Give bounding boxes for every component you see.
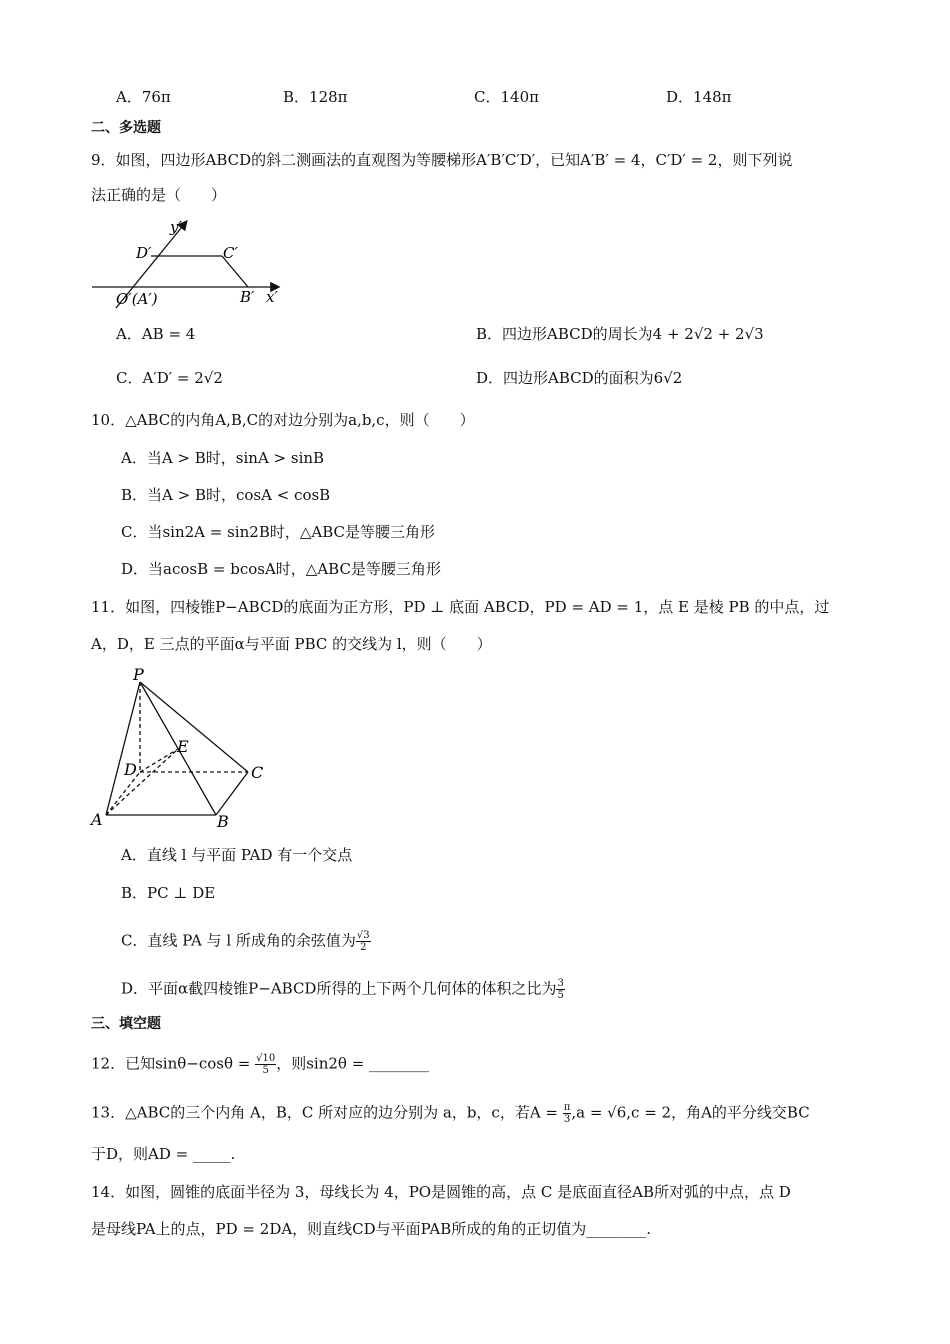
q12-pre: 12．已知sinθ−cosθ = — [91, 1054, 256, 1073]
q9-option-d: D．四边形ABCD的面积为6√2 — [476, 369, 683, 387]
q8-option-d: D．148π — [666, 88, 732, 106]
label-c: C′ — [223, 244, 238, 262]
q11-stem-line1: 11．如图，四棱锥P−ABCD的底面为正方形，PD ⊥ 底面 ABCD，PD = AD = 1，点 E 是棱 PB 的中点，过 — [91, 598, 830, 616]
label-a: A — [91, 810, 103, 829]
q13-stem-line2: 于D，则AD = _____. — [91, 1145, 236, 1163]
label-d: D′ — [136, 244, 152, 262]
q11-option-d-text: D．平面α截四棱锥P−ABCD所得的上下两个几何体的体积之比为 — [121, 979, 557, 998]
fraction-numerator: 3 — [557, 978, 564, 989]
q9-option-b: B．四边形ABCD的周长为4 + 2√2 + 2√3 — [476, 325, 764, 343]
q11-option-d-fraction — [556, 978, 564, 1001]
label-c: C — [251, 763, 264, 782]
q8-option-c: C．140π — [474, 88, 539, 106]
fraction-numerator: π — [563, 1102, 571, 1113]
label-x: x′ — [266, 288, 278, 306]
q11-option-c-text: C．直线 PA 与 l 所成角的余弦值为 — [121, 931, 356, 950]
fraction-numerator: √3 — [356, 930, 370, 941]
q8-option-a: A．76π — [116, 88, 171, 106]
fraction-numerator: √10 — [256, 1053, 276, 1064]
fraction-denominator: 2 — [360, 942, 367, 953]
q9-option-a: A．AB = 4 — [116, 325, 196, 343]
edge-bc — [216, 772, 248, 815]
q11-stem-line2: A，D，E 三点的平面α与平面 PBC 的交线为 l，则（ ） — [91, 635, 492, 653]
q11-option-b: B．PC ⊥ DE — [121, 884, 216, 902]
q10-option-a: A．当A > B时，sinA > sinB — [121, 449, 325, 467]
q12-stem — [91, 1053, 429, 1076]
q11-option-c — [121, 930, 371, 953]
q10-stem: 10．△ABC的内角A,B,C的对边分别为a,b,c，则（ ） — [91, 411, 475, 429]
label-b: B — [217, 812, 229, 831]
q10-option-c: C．当sin2A = sin2B时，△ABC是等腰三角形 — [121, 523, 435, 541]
q11-option-a: A．直线 l 与平面 PAD 有一个交点 — [121, 846, 353, 864]
q11-option-d — [121, 978, 565, 1001]
q9-stem-line1: 9．如图，四边形ABCD的斜二测画法的直观图为等腰梯形A′B′C′D′，已知A′B′ = 4，C′D′ = 2，则下列说 — [91, 151, 793, 169]
section-heading-fill-in: 三、填空题 — [91, 1016, 161, 1032]
fraction-denominator: 3 — [563, 1114, 571, 1125]
q11-option-c-fraction — [356, 930, 371, 953]
label-d: D — [124, 760, 137, 779]
q9-stem-line2: 法正确的是（ ） — [91, 186, 227, 204]
q14-stem-line2: 是母线PA上的点，PD = 2DA，则直线CD与平面PAB所成的角的正切值为________. — [91, 1220, 652, 1238]
edge-pc — [140, 682, 248, 772]
fraction-denominator: 5 — [557, 990, 564, 1001]
q9-option-c: C．A′D′ = 2√2 — [116, 369, 223, 387]
q11-pyramid-figure — [88, 665, 273, 835]
label-e: E — [177, 737, 189, 756]
label-o: O′(A′) — [116, 290, 158, 308]
segment-de-hidden — [140, 749, 178, 772]
q12-fraction — [255, 1053, 276, 1076]
q13-post: ,a = √6,c = 2，角A的平分线交BC — [571, 1103, 810, 1122]
q9-trapezoid-figure — [88, 212, 288, 312]
label-b: B′ — [240, 288, 255, 306]
q10-option-d: D．当acosB = bcosA时，△ABC是等腰三角形 — [121, 560, 441, 578]
section-heading-multiple-choice: 二、多选题 — [91, 120, 161, 136]
edge-pa — [106, 682, 140, 815]
q13-pre: 13．△ABC的三个内角 A，B，C 所对应的边分别为 a，b，c，若A = — [91, 1103, 563, 1122]
q13-stem-line1 — [91, 1102, 810, 1125]
q8-option-b: B．128π — [283, 88, 348, 106]
fraction-denominator: 5 — [262, 1065, 269, 1076]
q14-stem-line1: 14．如图，圆锥的底面半径为 3，母线长为 4，PO是圆锥的高，点 C 是底面直径AB所对弧的中点，点 D — [91, 1183, 791, 1201]
segment-ae-hidden — [106, 749, 178, 815]
label-p: P — [133, 665, 144, 684]
q12-post: ，则sin2θ = ________ — [276, 1054, 430, 1073]
q10-option-b: B．当A > B时，cosA < cosB — [121, 486, 331, 504]
label-y: y′ — [170, 218, 182, 236]
